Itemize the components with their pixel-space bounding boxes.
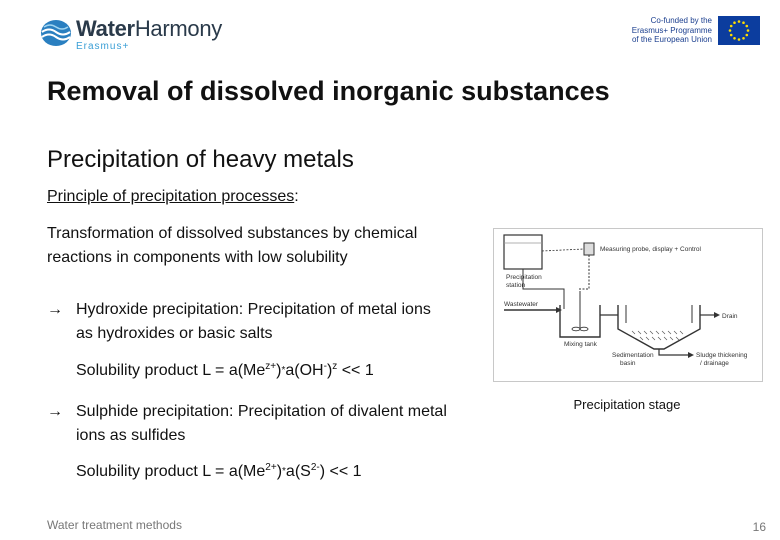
water-drop-icon	[40, 18, 72, 48]
eu-line-2: Erasmus+ Programme	[631, 25, 712, 35]
logo-wordmark	[76, 16, 222, 42]
label-wastewater: Wastewater	[504, 301, 539, 308]
label-drainage: / drainage	[700, 360, 729, 367]
page-title: Removal of dissolved inorganic substances	[47, 76, 610, 106]
eu-line-1: Co-funded by the	[650, 16, 712, 25]
sulphide-text: Sulphide precipitation: Precipitation of divalent metal ions as sulfides	[76, 403, 447, 444]
principle-label: Principle of precipitation processes	[47, 188, 295, 205]
sedimentation-basin	[618, 305, 700, 349]
diagram-caption: Precipitation stage	[573, 397, 681, 412]
formula-prefix: Solubility product L = a(Me	[76, 362, 266, 380]
label-drain: Drain	[722, 313, 738, 320]
principle-paragraph: Transformation of dissolved substances by chemical reactions in components with low solubility	[47, 225, 418, 266]
label-sludge: Sludge thickening	[696, 352, 748, 359]
formula-sup: -	[323, 360, 327, 372]
section-subtitle: Precipitation of heavy metals	[47, 146, 354, 173]
label-probe: Measuring probe, display + Control	[600, 246, 701, 253]
logo-erasmus: Erasmus+	[76, 41, 130, 52]
formula-part: a(OH	[285, 362, 324, 380]
label-basin: basin	[620, 360, 636, 367]
measuring-probe-box	[584, 243, 594, 255]
label-precipitation: Precipitation	[506, 274, 542, 281]
precipitation-stage-diagram	[493, 228, 763, 382]
formula-sup: z	[332, 360, 338, 372]
arrow-icon: →	[47, 301, 63, 318]
page-number: 16	[752, 520, 766, 534]
formula-mult: *	[281, 365, 286, 376]
formula-prefix: Solubility product L = a(Me	[76, 463, 266, 481]
logo-word-harmony: Harmony	[134, 16, 222, 41]
principle-colon: :	[294, 188, 299, 205]
eu-line-3: of the European Union	[631, 35, 712, 44]
precipitation-station-tank	[504, 235, 542, 269]
solubility-formula-hydroxide	[76, 359, 374, 383]
water-harmony-logo	[40, 14, 240, 50]
eu-flag-icon	[718, 16, 760, 45]
hydroxide-text: Hydroxide precipitation: Precipitation of metal ions as hydroxides or basic salts	[76, 301, 431, 342]
formula-part: )	[276, 463, 283, 481]
principle-heading	[47, 188, 299, 206]
label-station: station	[506, 282, 526, 289]
footer-text: Water treatment methods	[47, 518, 182, 532]
formula-part: )	[276, 362, 282, 380]
formula-mult: *	[282, 466, 286, 477]
sulphide-bullet	[47, 400, 447, 448]
arrow-icon: →	[47, 403, 63, 420]
hydroxide-bullet	[47, 298, 447, 346]
formula-sup: 2-	[310, 461, 320, 473]
formula-sup: z+	[265, 360, 277, 372]
formula-suffix: << 1	[337, 362, 374, 380]
formula-suffix: ) << 1	[319, 463, 362, 481]
formula-part: a(S	[285, 463, 311, 481]
solubility-formula-sulphide	[76, 460, 362, 484]
label-sedimentation: Sedimentation	[612, 352, 654, 359]
eu-cofunding-badge	[620, 16, 760, 48]
formula-part: )	[326, 362, 333, 380]
label-mixing-tank: Mixing tank	[564, 341, 597, 348]
formula-sup: 2+	[265, 461, 277, 473]
eu-cofunding-text	[620, 16, 712, 45]
logo-word-water: Water	[76, 16, 135, 41]
